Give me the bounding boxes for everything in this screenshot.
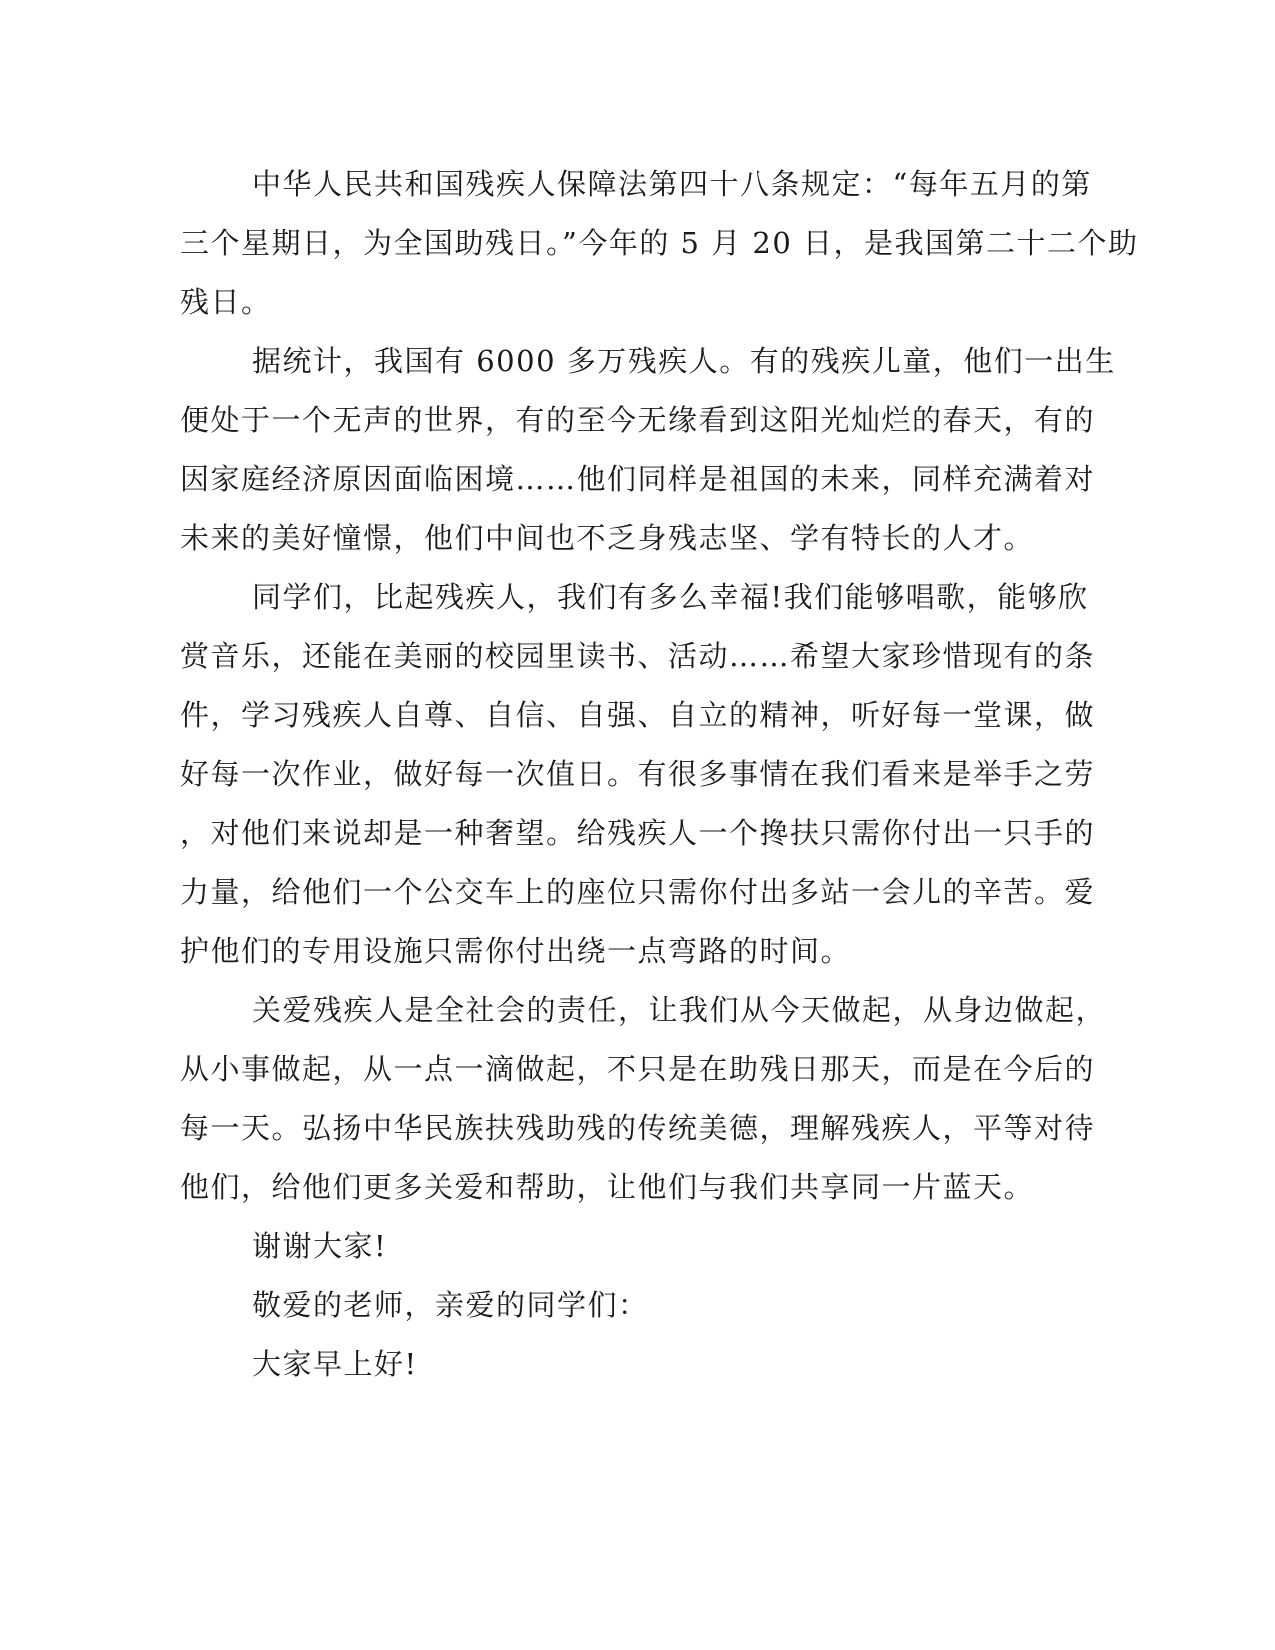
- text-line: ，对他们来说却是一种奢望。给残疾人一个搀扶只需你付出一只手的: [180, 816, 1096, 850]
- text-line: 敬爱的老师，亲爱的同学们：: [252, 1288, 649, 1322]
- text-line: 中华人民共和国残疾人保障法第四十八条规定：“每年五月的第: [252, 167, 1092, 201]
- text-line: 力量，给他们一个公交车上的座位只需你付出多站一会儿的辛苦。爱: [180, 875, 1096, 909]
- text-line: 同学们，比起残疾人，我们有多么幸福!我们能够唱歌，能够欣: [252, 580, 1089, 614]
- text-line: 从小事做起，从一点一滴做起，不只是在助残日那天，而是在今后的: [180, 1052, 1096, 1086]
- document-body: [180, 155, 1139, 1394]
- text-line: 大家早上好!: [252, 1347, 418, 1381]
- text-line: 谢谢大家!: [252, 1229, 388, 1263]
- text-line: 残日。: [180, 285, 272, 319]
- text-line: 未来的美好憧憬，他们中间也不乏身残志坚、学有特长的人才。: [180, 521, 1035, 555]
- text-line: 件，学习残疾人自尊、自信、自强、自立的精神，听好每一堂课，做: [180, 698, 1096, 732]
- text-line: 赏音乐，还能在美丽的校园里读书、活动……希望大家珍惜现有的条: [180, 639, 1096, 673]
- text-line: 三个星期日，为全国助残日。”今年的 5 月 20 日，是我国第二十二个助: [180, 226, 1139, 260]
- text-line: 他们，给他们更多关爱和帮助，让他们与我们共享同一片蓝天。: [180, 1170, 1035, 1204]
- text-line: 护他们的专用设施只需你付出绕一点弯路的时间。: [180, 934, 852, 968]
- text-line: 每一天。弘扬中华民族扶残助残的传统美德，理解残疾人，平等对待: [180, 1111, 1096, 1145]
- text-line: 据统计，我国有 6000 多万残疾人。有的残疾儿童，他们一出生: [252, 344, 1116, 378]
- text-line: 关爱残疾人是全社会的责任，让我们从今天做起，从身边做起，: [252, 993, 1107, 1027]
- text-line: 好每一次作业，做好每一次值日。有很多事情在我们看来是举手之劳: [180, 757, 1096, 791]
- text-line: 因家庭经济原因面临困境……他们同样是祖国的未来，同样充满着对: [180, 462, 1096, 496]
- text-line: 便处于一个无声的世界，有的至今无缘看到这阳光灿烂的春天，有的: [180, 403, 1096, 437]
